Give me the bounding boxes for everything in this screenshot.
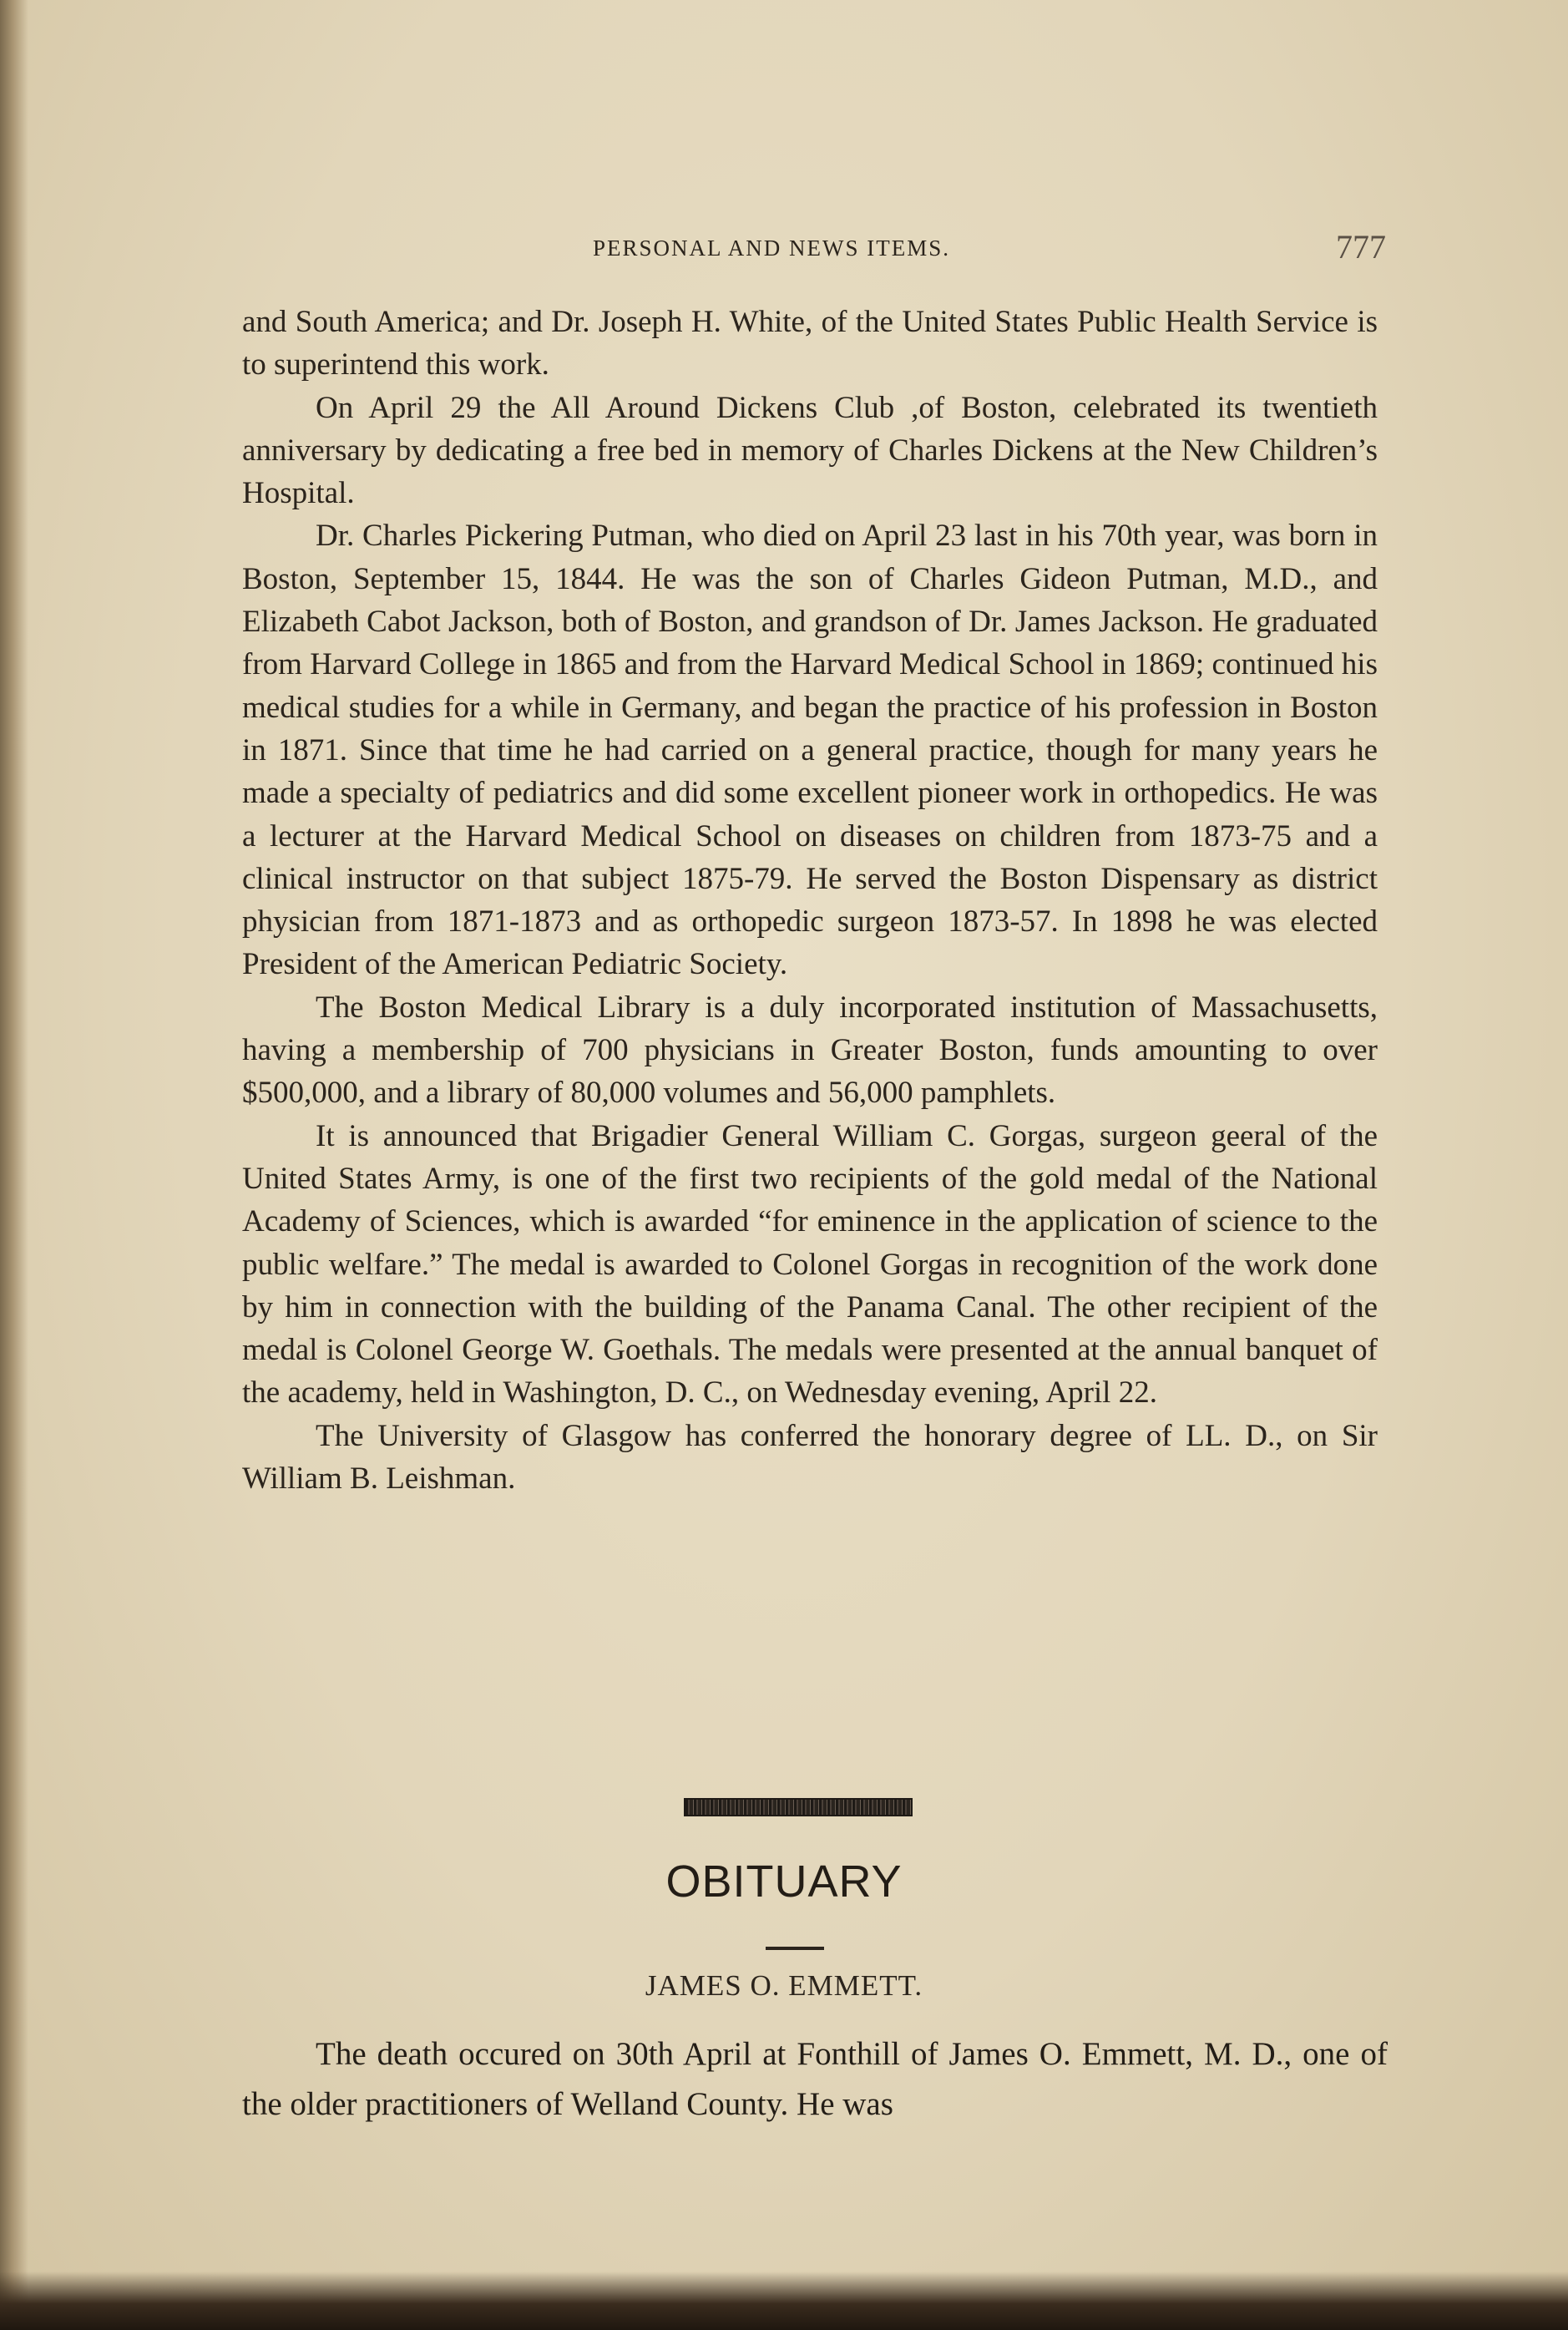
paragraph-continuation: and South America; and Dr. Joseph H. White, of the United States Public Health Service is to superintend this work. bbox=[242, 305, 1378, 382]
obituary-heading: OBITUARY bbox=[665, 1856, 903, 1907]
obituary-paragraph: The death occured on 30th April at Fonthill of James O. Emmett, M. D., one of the older practitioners of Welland County. He was bbox=[242, 2036, 1388, 2122]
paragraph-gorgas-medal: It is announced that Brigadier General William C. Gorgas, surgeon geeral of the United States Army, is one of the first two recipients of the gold medal of the National Academy of Sciences, which is awarded “for eminence in the application of science to the public welfare.” The medal is awarded to Colonel Gorgas in recognition of the work done by him in connection with the building of the Panama Canal. The other recipient of the medal is Colonel George W. Goethals. The medals were presented at the annual banquet of the academy, held in Washington, D. C., on Wednesday evening, April 22. bbox=[242, 1118, 1378, 1411]
heading-rule bbox=[766, 1947, 824, 1950]
paragraph-medical-library: The Boston Medical Library is a duly incorporated institution of Massachusetts, having a membership of 700 physicians in Greater Boston, funds amounting to over $500,000, and a library of 80,000 volumes and 56,000 pamphlets. bbox=[242, 990, 1378, 1111]
obituary-name: JAMES O. EMMETT. bbox=[645, 1969, 923, 2002]
paragraph-putman: Dr. Charles Pickering Putman, who died on April 23 last in his 70th year, was born in Boston, September 15, 1844. He was the son of Charles Gideon Putman, M.D., and Elizabeth Cabot Jackson, both of Boston, and grandson of Dr. James Jackson. He graduated from Harvard College in 1865 and from the Harvard Medical School in 1869; continued his medical studies for a while in Germany, and began the practice of his profession in Boston in 1871. Since that time he had carried on a general practice, though for many years he made a specialty of pediatrics and did some excellent pioneer work in orthopedics. He was a lecturer at the Harvard Medical School on diseases on children from 1873-75 and a clinical instructor on that subject 1875-79. He served the Boston Dispensary as district physician from 1871-1873 and as orthopedic surgeon 1873-57. In 1898 he was elected President of the American Pediatric Society. bbox=[242, 519, 1378, 982]
page-number: 777 bbox=[1336, 228, 1386, 266]
running-head: PERSONAL AND NEWS ITEMS. bbox=[593, 236, 951, 261]
page-header bbox=[242, 227, 1386, 269]
news-items-body bbox=[242, 301, 1378, 1500]
page-bottom-edge bbox=[0, 2272, 1568, 2330]
section-divider-ornament bbox=[684, 1798, 913, 1816]
obituary-body bbox=[242, 2029, 1388, 2130]
paragraph-glasgow-degree: The University of Glasgow has conferred the honorary degree of LL. D., on Sir William B. Leishman. bbox=[242, 1418, 1378, 1497]
paragraph-dickens-club: On April 29 the All Around Dickens Club ,of Boston, celebrated its twentieth anniversary by dedicating a free bed in memory of Charles Dickens at the New Children’s Hospital. bbox=[242, 390, 1378, 511]
